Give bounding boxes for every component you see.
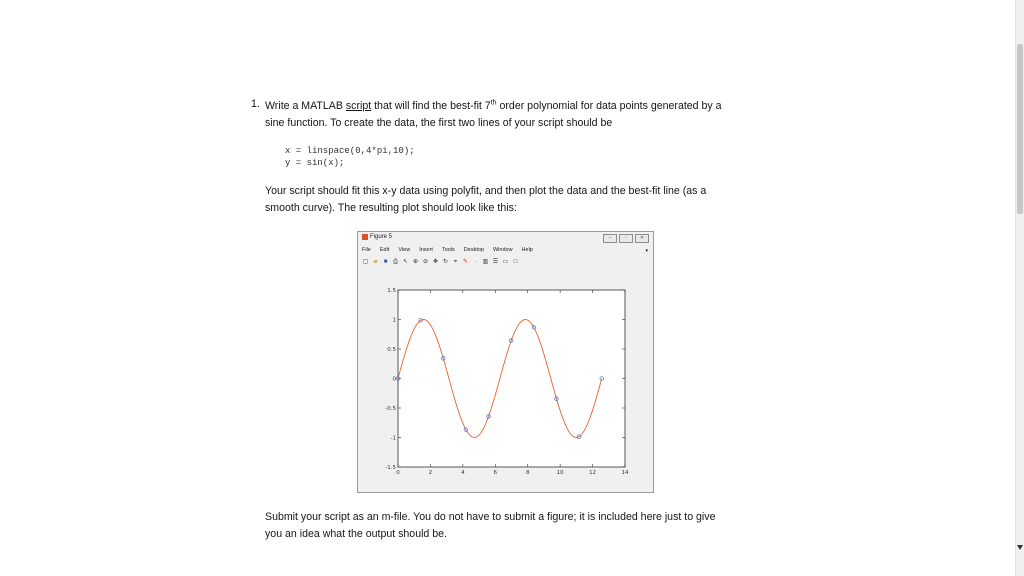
scrollbar-thumb[interactable] (1017, 44, 1023, 214)
menu-overflow-icon[interactable]: ▾ (645, 248, 648, 254)
superscript-th: th (490, 99, 497, 107)
question-text-end: order polynomial for data points generated by a (496, 100, 722, 112)
question-text-start: Write a MATLAB (265, 100, 346, 112)
vertical-scrollbar[interactable] (1015, 0, 1024, 576)
minimize-button[interactable]: – (603, 234, 617, 243)
x-tick-label: 14 (621, 470, 629, 476)
script-link[interactable]: script (345, 100, 372, 112)
footer-line-2: you an idea what the output should be. (265, 528, 447, 540)
link-icon[interactable]: · (474, 259, 477, 265)
question-text-mid: that will find the best-fit 7 (371, 100, 491, 112)
y-tick-label: 0 (392, 376, 396, 383)
y-tick-label: 1.5 (387, 288, 396, 294)
question-line-1 (265, 98, 722, 115)
zoom-out-icon[interactable]: ⊖ (422, 259, 429, 265)
figure-title: Figure 5 (370, 234, 393, 240)
x-tick-label: 8 (525, 470, 530, 476)
menu-help[interactable]: Help (521, 247, 533, 253)
y-tick-label: 0.5 (387, 347, 396, 353)
footer-paragraph (265, 509, 715, 543)
x-tick-label: 2 (428, 470, 433, 476)
new-icon[interactable]: ▢ (362, 259, 369, 265)
colorbar-icon[interactable]: ▥ (482, 259, 489, 265)
menu-tools[interactable]: Tools (441, 247, 455, 253)
menu-window[interactable]: Window (492, 247, 513, 253)
legend-icon[interactable]: ☰ (492, 259, 499, 265)
y-tick-label: -0.5 (385, 406, 396, 412)
pointer-icon[interactable]: ↖ (402, 259, 409, 265)
footer-line-1: Submit your script as an m-file. You do not have to submit a figure; it is included here just to give (265, 511, 716, 523)
pan-icon[interactable]: ✥ (432, 259, 439, 265)
x-tick-label: 10 (556, 470, 564, 476)
zoom-in-icon[interactable]: ⊕ (412, 259, 419, 265)
instructions-line-2: smooth curve). The resulting plot should look like this: (265, 202, 517, 214)
y-tick-label: -1 (390, 435, 396, 442)
instructions-line-1: Your script should fit this x-y data using polyfit, and then plot the data and the best-fit line (as a (265, 185, 707, 197)
x-tick-label: 12 (589, 470, 597, 476)
question-number: 1. (251, 98, 260, 110)
datacursor-icon[interactable]: ⌖ (453, 259, 458, 265)
print-icon[interactable]: ⎙ (393, 259, 398, 265)
scroll-down-arrow-icon[interactable] (1017, 545, 1023, 550)
x-tick-label: 4 (461, 470, 465, 476)
y-tick-label: 1 (392, 317, 396, 324)
menu-edit[interactable]: Edit (379, 247, 390, 253)
menu-desktop[interactable]: Desktop (463, 247, 484, 253)
hide-tools-icon[interactable]: ▭ (502, 259, 509, 265)
instructions-paragraph (265, 183, 706, 217)
code-line-1: x = linspace(0,4*pi,10); (285, 146, 415, 156)
save-icon[interactable]: ■ (383, 259, 388, 265)
sine-fit-plot (358, 232, 655, 494)
axes-box (398, 290, 625, 467)
close-button[interactable]: ✕ (635, 234, 649, 243)
menu-file[interactable]: File (362, 247, 371, 253)
question-paragraph (265, 98, 722, 132)
matlab-figure-window (357, 231, 654, 493)
restore-button[interactable]: ▫ (619, 234, 633, 243)
rotate-icon[interactable]: ↻ (442, 259, 449, 265)
question-line-2: sine function. To create the data, the first two lines of your script should be (265, 117, 613, 129)
x-tick-label: 6 (493, 470, 498, 476)
code-line-2: y = sin(x); (285, 158, 345, 168)
x-tick-label: 0 (396, 470, 400, 476)
menu-insert[interactable]: Insert (419, 247, 433, 253)
open-icon[interactable]: ▰ (373, 259, 378, 265)
menu-view[interactable]: View (398, 247, 411, 253)
show-tools-icon[interactable]: □ (513, 259, 518, 265)
brush-icon[interactable]: ✎ (462, 259, 469, 265)
y-tick-label: -1.5 (385, 465, 396, 471)
